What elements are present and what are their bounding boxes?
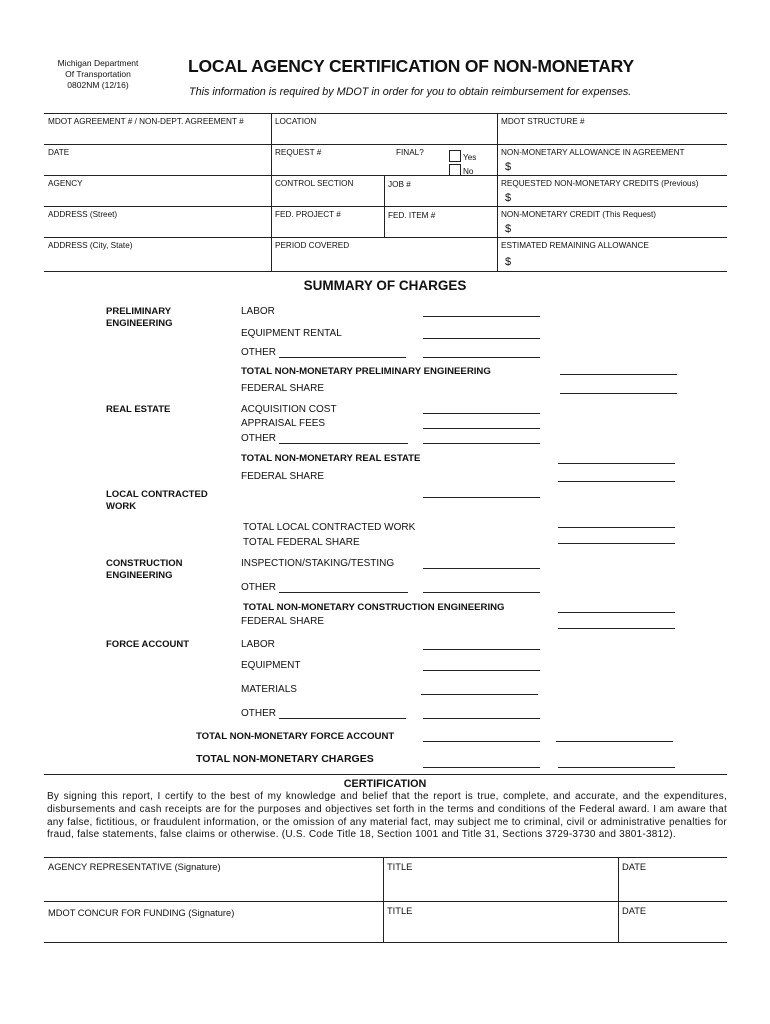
construction-total-label: TOTAL NON-MONETARY CONSTRUCTION ENGINEERING [243,602,505,613]
prelim-other-line[interactable] [423,357,540,358]
remaining-allowance-field[interactable]: ESTIMATED REMAINING ALLOWANCE [501,241,649,250]
agency-rep-signature-field[interactable]: AGENCY REPRESENTATIVE (Signature) [48,862,221,872]
agency-rep-title-field[interactable]: TITLE [387,862,413,872]
real-estate-heading: REAL ESTATE [106,404,171,415]
address-street-field[interactable]: ADDRESS (Street) [48,210,118,219]
sig-col-line-2 [618,857,619,942]
real-estate-other-line[interactable] [423,443,540,444]
final-no-checkbox[interactable] [449,164,461,176]
construction-total-line[interactable] [558,612,675,613]
inspection-line[interactable] [423,568,540,569]
real-estate-total-line[interactable] [558,463,675,464]
form-subtitle: This information is required by MDOT in order for you to obtain reimbursement for expenses. [189,86,632,98]
sig-bottom-line [44,942,727,943]
cert-text: By signing this report, I certify to the best of my knowledge and belief that the report is true, complete, and accurate, and the expenditures, disbursements and cash receipts are for the purposes and objectives set forth in the terms and conditions of the Federal award. I am aware that any false, fictitious, or fraudulent information, or the omission of any material fact, may subject me to criminal, civil or administrative penalties for fraud, false statements, false claims or otherwise. (U.S. Code Title 18, Section 1001 and Title 31, Sections 3729-3730 and 3801-3812). [47,791,727,841]
grand-total-label: TOTAL NON-MONETARY CHARGES [196,753,374,765]
prelim-heading-line-1: PRELIMINARY [106,306,172,317]
cert-title: CERTIFICATION [343,778,427,790]
real-estate-total-label: TOTAL NON-MONETARY REAL ESTATE [241,453,421,464]
grand-total-line-1[interactable] [423,767,540,768]
force-other-label: OTHER [241,708,276,719]
credit-this-request-field[interactable]: NON-MONETARY CREDIT (This Request) [501,210,656,219]
local-federal-line[interactable] [558,543,675,544]
grid-row-line-4 [44,237,727,238]
real-estate-federal-label: FEDERAL SHARE [241,471,324,482]
prelim-total-line[interactable] [560,374,677,375]
real-estate-other-desc-line[interactable] [279,443,408,444]
agency-rep-date-field[interactable]: DATE [622,862,647,872]
real-estate-other-label: OTHER [241,433,276,444]
construction-heading-line-1: CONSTRUCTION [106,558,183,569]
grid-top-line [44,113,727,114]
force-equipment-label: EQUIPMENT [241,660,301,671]
appraisal-label: APPRAISAL FEES [241,418,326,429]
agency-field[interactable]: AGENCY [48,179,83,188]
construction-federal-line[interactable] [558,628,675,629]
cert-top-line [44,774,727,775]
force-labor-line[interactable] [423,649,540,650]
prelim-equipment-label: EQUIPMENT RENTAL [241,328,342,339]
final-yes-label: Yes [463,153,477,162]
prelim-total-label: TOTAL NON-MONETARY PRELIMINARY ENGINEERING [241,366,491,377]
agreement-field[interactable]: MDOT AGREEMENT # / NON-DEPT. AGREEMENT # [48,117,244,126]
address-city-field[interactable]: ADDRESS (City, State) [48,241,133,250]
credit-this-request-dollar: $ [505,223,512,235]
local-line[interactable] [423,497,540,498]
final-label: FINAL? [396,148,424,157]
force-labor-label: LABOR [241,639,275,650]
request-field[interactable]: REQUEST # [275,148,322,157]
control-section-field[interactable]: CONTROL SECTION [275,179,354,188]
grid-row-line-2 [44,175,727,176]
force-account-heading: FORCE ACCOUNT [106,639,190,650]
agency-line-1: Michigan Department [57,58,139,68]
final-no-label: No [463,167,474,176]
grid-row-line-1 [44,144,727,145]
construction-other-desc-line[interactable] [279,592,408,593]
construction-other-line[interactable] [423,592,540,593]
local-total-line[interactable] [558,527,675,528]
prelim-equipment-line[interactable] [423,338,540,339]
force-materials-line[interactable] [421,694,538,695]
job-field[interactable]: JOB # [388,180,411,189]
form-number: 0802NM (12/16) [67,80,129,90]
date-field[interactable]: DATE [48,148,70,157]
force-total-line-2[interactable] [556,741,673,742]
construction-federal-label: FEDERAL SHARE [241,616,324,627]
agency-line-2: Of Transportation [65,69,131,79]
grid-col-line-2 [497,113,498,271]
prelim-heading-line-2: ENGINEERING [106,318,173,329]
prelim-federal-line[interactable] [560,393,677,394]
acquisition-label: ACQUISITION COST [241,404,337,415]
grid-col-line-3 [384,175,385,237]
local-heading-line-1: LOCAL CONTRACTED [106,489,208,500]
requested-credits-dollar: $ [505,192,512,204]
prelim-other-label: OTHER [241,347,276,358]
construction-heading [106,558,183,582]
local-total-label: TOTAL LOCAL CONTRACTED WORK [243,522,416,533]
remaining-allowance-dollar: $ [505,256,512,268]
prelim-federal-label: FEDERAL SHARE [241,383,324,394]
appraisal-line[interactable] [423,428,540,429]
grid-bottom-line [44,271,727,272]
sig-mid-line [44,901,727,902]
prelim-labor-line[interactable] [423,316,540,317]
prelim-other-desc-line[interactable] [279,357,406,358]
sig-col-line-1 [383,857,384,942]
construction-other-label: OTHER [241,582,276,593]
summary-title: SUMMARY OF CHARGES [303,278,467,293]
final-yes-checkbox[interactable] [449,150,461,162]
form-title: LOCAL AGENCY CERTIFICATION OF NON-MONETARY [188,56,634,76]
allowance-field[interactable]: NON-MONETARY ALLOWANCE IN AGREEMENT [501,148,685,157]
grid-col-line-1 [271,113,272,271]
local-heading [106,489,208,513]
requested-credits-field[interactable]: REQUESTED NON-MONETARY CREDITS (Previous) [501,179,699,188]
force-equipment-line[interactable] [423,670,540,671]
local-federal-label: TOTAL FEDERAL SHARE [243,537,360,548]
inspection-label: INSPECTION/STAKING/TESTING [241,558,395,569]
agency-name [38,58,158,91]
structure-field[interactable]: MDOT STRUCTURE # [501,117,585,126]
mdot-concur-date-field[interactable]: DATE [622,906,647,916]
construction-heading-line-2: ENGINEERING [106,570,173,581]
acquisition-line[interactable] [423,413,540,414]
prelim-labor-label: LABOR [241,306,275,317]
allowance-dollar: $ [505,161,512,173]
fed-item-field[interactable]: FED. ITEM # [388,211,436,220]
grid-row-line-3 [44,206,727,207]
grand-total-line-2[interactable] [558,767,675,768]
prelim-heading [106,306,173,330]
period-covered-field[interactable]: PERIOD COVERED [275,241,350,250]
force-materials-label: MATERIALS [241,684,297,695]
mdot-concur-signature-field[interactable]: MDOT CONCUR FOR FUNDING (Signature) [48,908,235,918]
force-total-line-1[interactable] [423,741,540,742]
fed-project-field[interactable]: FED. PROJECT # [275,210,341,219]
mdot-concur-title-field[interactable]: TITLE [387,906,413,916]
force-total-label: TOTAL NON-MONETARY FORCE ACCOUNT [196,731,395,742]
location-field[interactable]: LOCATION [275,117,317,126]
force-other-line[interactable] [423,718,540,719]
force-other-desc-line[interactable] [279,718,406,719]
sig-top-line [44,857,727,858]
real-estate-federal-line[interactable] [558,481,675,482]
local-heading-line-2: WORK [106,501,137,512]
